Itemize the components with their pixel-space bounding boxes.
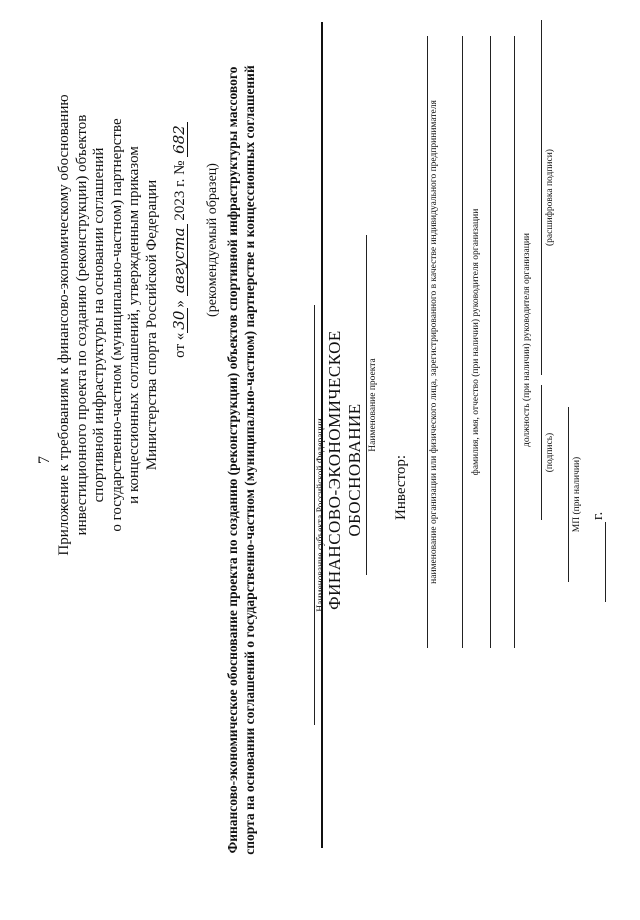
section-heading: ФИНАНСОВО-ЭКОНОМИЧЕСКОЕ ОБОСНОВАНИЕ [325,330,364,610]
subject-blank-line [314,305,315,725]
subject-caption: Наименование субъекта Российской Федерации [316,418,326,612]
order-date-line [172,30,189,450]
appendix-line: и концессионных соглашений, утвержденным приказом [126,146,142,504]
position-caption: должность (при наличии) руководителя организации [522,233,532,447]
signature-blank-line [541,385,542,520]
order-year: 2023 г. № [172,160,188,221]
org-blank-line [427,36,428,648]
head-name-blank-line [490,36,491,648]
appendix-header [56,5,161,645]
signature-caption: (подпись) [545,432,555,473]
head-name-caption: фамилия, имя, отчество (при наличии) руководителя организации [471,208,481,476]
order-from-prefix: от « [172,332,188,358]
position-blank-line [514,36,515,648]
order-month: августа [172,224,188,296]
stamp-caption: МП (при наличии) [572,456,582,533]
appendix-line: Министерства спорта Российской Федерации [143,179,160,471]
org-caption: наименование организации или физического лица, зарегистрированного в качестве индивидуального предпринимателя [429,100,439,584]
stamp-blank-line [568,407,569,582]
document-title: Финансово-экономическое обоснование проекта по созданию (реконструкции) объектов спортивной инфраструктуры массового спорта на основании соглашений о государственно-частном (муниципально-частном) партнерстве и концессионных соглашений [225,65,257,855]
year-blank-line [605,522,606,602]
order-number: 682 [172,122,188,157]
page-number: 7 [36,456,53,464]
order-day: 30 [172,308,188,333]
project-blank-line [366,235,367,575]
appendix-line: спортивной инфраструктуры на основании соглашений [91,147,107,503]
heavy-rule [321,22,323,848]
year-suffix: г. [590,511,606,520]
sample-note: (рекомендуемый образец) [205,163,220,317]
decoding-caption: (расшифровка подписи) [545,149,555,246]
decoding-blank-line [541,20,542,375]
order-quote-close: » [172,300,188,308]
appendix-line: Приложение к требованиям к финансово-экономическому обоснованию [56,94,72,556]
appendix-line: о государственно-частном (муниципально-частном) партнерстве [108,118,125,532]
project-caption: Наименование проекта [368,358,378,452]
org-extra-blank-line [462,36,463,648]
appendix-line: инвестиционного проекта по созданию (реконструкции) объектов [73,114,90,536]
investor-label: Инвестор: [393,454,409,520]
